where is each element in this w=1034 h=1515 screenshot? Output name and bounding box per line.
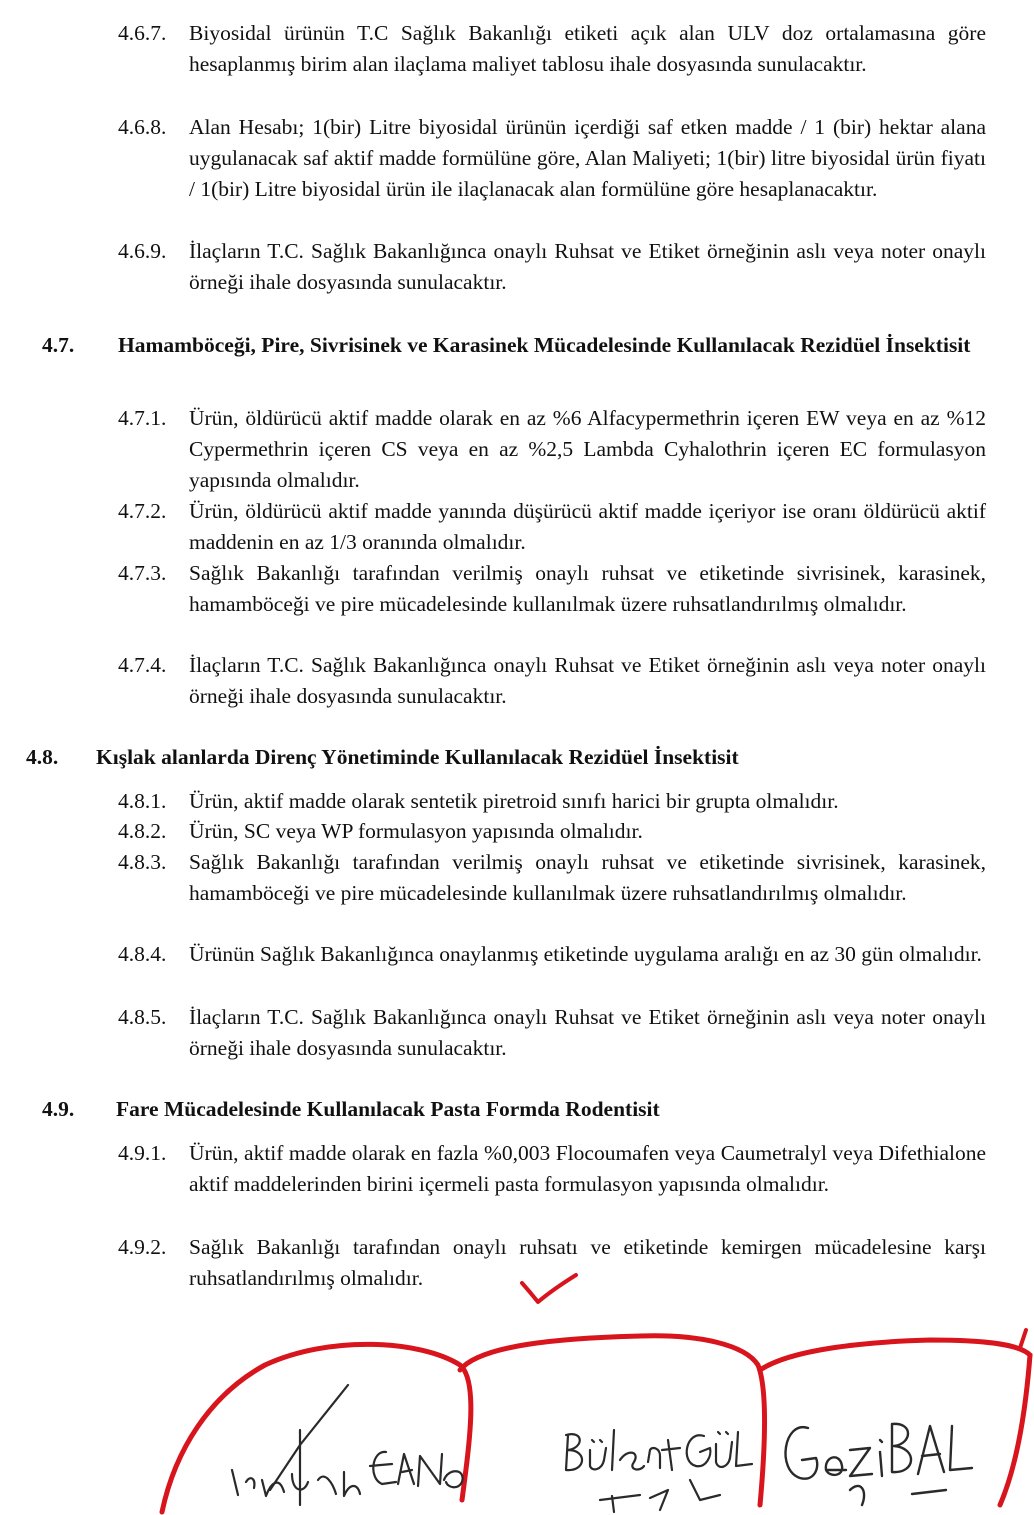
- section-number: 4.7.: [42, 333, 75, 357]
- list-item-4-8-4: [118, 939, 986, 970]
- stamp-outline-right-tail: [1020, 1330, 1026, 1348]
- list-item-4-7-2: [118, 496, 986, 558]
- list-item-4-8-1: [118, 786, 986, 817]
- section-number: 4.8.: [26, 745, 59, 769]
- item-number: 4.6.7.: [118, 21, 167, 45]
- item-text: Ürün, aktif madde olarak en fazla %0,003 Flocoumafen veya Caumetralyl veya Difethialone aktif maddelerinden birini içermeli pasta formulasyon yapısında olmalıdır.: [189, 1141, 986, 1196]
- item-text: Ürün, aktif madde olarak sentetik piretroid sınıfı harici bir grupta olmalıdır.: [189, 789, 839, 813]
- list-item-4-8-5: [118, 1002, 986, 1064]
- item-number: 4.9.1.: [118, 1141, 167, 1165]
- item-text: Sağlık Bakanlığı tarafından verilmiş onaylı ruhsat ve etiketinde sivrisinek, karasinek, hamamböceği ve pire mücadelesinde kullanılmak üzere ruhsatlandırılmış olmalıdır.: [189, 561, 986, 616]
- list-item-4-7-1: [118, 403, 986, 496]
- section-title: Fare Mücadelesinde Kullanılacak Pasta Formda Rodentisit: [116, 1097, 660, 1121]
- section-number: 4.9.: [42, 1097, 75, 1121]
- item-number: 4.8.5.: [118, 1005, 167, 1029]
- item-text: Sağlık Bakanlığı tarafından verilmiş onaylı ruhsat ve etiketinde sivrisinek, karasinek, hamamböceği ve pire mücadelesinde kullanılmak üzere ruhsatlandırılmış olmalıdır.: [189, 850, 986, 905]
- signature-ibrahim-eran: [232, 1385, 463, 1505]
- list-item-4-6-8: [118, 112, 986, 205]
- list-item-4-9-1: [118, 1138, 986, 1200]
- item-number: 4.8.1.: [118, 789, 167, 813]
- item-text: Ürün, öldürücü aktif madde olarak en az %6 Alfacypermethrin içeren EW veya en az %12 Cypermethrin içeren CS veya en az %2,5 Lambda Cyhalothrin içeren EC formulasyon yapısında olmalıdır.: [189, 406, 986, 492]
- item-number: 4.7.3.: [118, 561, 167, 585]
- section-title: Kışlak alanlarda Direnç Yönetiminde Kullanılacak Rezidüel İnsektisit: [96, 745, 739, 769]
- item-number: 4.7.1.: [118, 406, 167, 430]
- item-number: 4.7.4.: [118, 653, 167, 677]
- item-text: Ürün, öldürücü aktif madde yanında düşürücü aktif madde içeriyor ise oranı öldürücü aktif maddenin en az 1/3 oranında olmalıdır.: [189, 499, 986, 554]
- item-number: 4.9.2.: [118, 1235, 167, 1259]
- item-text: Biyosidal ürünün T.C Sağlık Bakanlığı etiketi açık alan ULV doz ortalamasına göre hesaplanmış birim alan ilaçlama maliyet tablosu ihale dosyasında sunulacaktır.: [189, 21, 986, 76]
- list-item-4-9-2: [118, 1232, 986, 1294]
- item-text: İlaçların T.C. Sağlık Bakanlığınca onaylı Ruhsat ve Etiket örneğinin aslı veya noter onaylı örneği ihale dosyasında sunulacaktır.: [189, 653, 986, 708]
- item-text: Alan Hesabı; 1(bir) Litre biyosidal ürünün içerdiği saf etken madde / 1 (bir) hektar alana uygulanacak saf aktif madde formülüne göre, Alan Maliyeti; 1(bir) litre biyosidal ürün fiyatı / 1(bir) Litre biyosidal ürün ile ilaçlanacak alan formülüne göre hesaplanacaktır.: [189, 115, 986, 201]
- item-number: 4.6.9.: [118, 239, 167, 263]
- item-number: 4.8.4.: [118, 942, 167, 966]
- list-item-4-6-9: [118, 236, 986, 298]
- stamp-outline-middle: [460, 1336, 765, 1505]
- list-item-4-8-3: [118, 847, 986, 909]
- item-number: 4.8.3.: [118, 850, 167, 874]
- section-heading-4-7: [42, 331, 986, 360]
- stamp-outline-right: [760, 1340, 1030, 1505]
- item-text: İlaçların T.C. Sağlık Bakanlığınca onaylı Ruhsat ve Etiket örneğinin aslı veya noter onaylı örneği ihale dosyasında sunulacaktır.: [189, 1005, 986, 1060]
- list-item-4-8-2: [118, 816, 986, 847]
- item-text: Ürünün Sağlık Bakanlığınca onaylanmış etiketinde uygulama aralığı en az 30 gün olmalıdır.: [189, 942, 982, 966]
- signature-gazi-bal: [786, 1424, 972, 1505]
- section-heading-4-9: [42, 1095, 986, 1124]
- item-text: Sağlık Bakanlığı tarafından onaylı ruhsatı ve etiketinde kemirgen mücadelesine karşı ruhsatlandırılmış olmalıdır.: [189, 1235, 986, 1290]
- list-item-4-6-7: [118, 18, 986, 80]
- item-number: 4.8.2.: [118, 819, 167, 843]
- list-item-4-7-3: [118, 558, 986, 620]
- section-heading-4-8: [26, 743, 970, 772]
- item-number: 4.6.8.: [118, 115, 167, 139]
- section-title: Hamamböceği, Pire, Sivrisinek ve Karasinek Mücadelesinde Kullanılacak Rezidüel İnsektisit: [118, 333, 971, 357]
- item-text: Ürün, SC veya WP formulasyon yapısında olmalıdır.: [189, 819, 643, 843]
- item-text: İlaçların T.C. Sağlık Bakanlığınca onaylı Ruhsat ve Etiket örneğinin aslı veya noter onaylı örneği ihale dosyasında sunulacaktır.: [189, 239, 986, 294]
- stamp-outline-left: [162, 1344, 471, 1512]
- list-item-4-7-4: [118, 650, 986, 712]
- signature-bulent-gul: [566, 1430, 752, 1512]
- item-number: 4.7.2.: [118, 499, 167, 523]
